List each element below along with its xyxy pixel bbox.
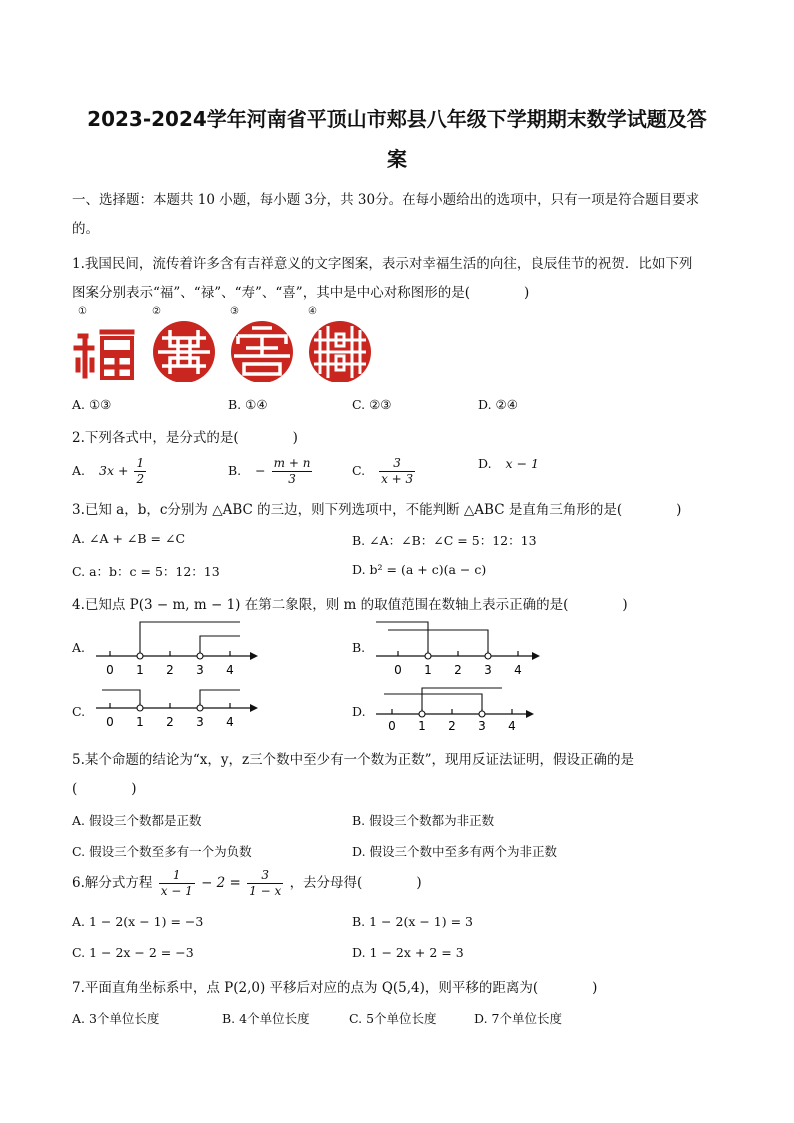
tick-label: 3 bbox=[484, 663, 492, 677]
q2-option-b-numerator: m + n bbox=[273, 456, 311, 470]
q2-option-d[interactable] bbox=[478, 456, 539, 471]
q2-option-a-label: A. bbox=[72, 463, 86, 478]
q5-option-c[interactable]: C. 假设三个数至多有一个为负数 bbox=[72, 844, 252, 859]
q4-number-line-d bbox=[374, 684, 544, 732]
tick-label: 4 bbox=[226, 663, 234, 677]
tick-label: 0 bbox=[388, 719, 396, 732]
q2-option-b-fraction bbox=[272, 456, 313, 487]
q1-figure-label-2: ② bbox=[152, 306, 161, 317]
q2-option-c-denominator: x + 3 bbox=[381, 472, 414, 486]
q4-option-b-label[interactable]: B. bbox=[352, 640, 366, 655]
q1-figure-label-1: ① bbox=[78, 306, 87, 317]
tick-label: 4 bbox=[514, 663, 522, 677]
q6-stem-tail: ，去分母得( ) bbox=[289, 875, 422, 891]
document-title-line1: 2023-2024学年河南省平顶山市郏县八年级下学期期末数学试题及答 bbox=[87, 107, 707, 131]
q1-stem: 1.我国民间，流传着许多含有吉祥意义的文字图案，表示对幸福生活的向往，良辰佳节的祝贺．比如下列 bbox=[72, 256, 693, 272]
q2-stem: 2.下列各式中，是分式的是( ) bbox=[72, 430, 298, 446]
q2-option-a[interactable] bbox=[72, 456, 148, 487]
tick-label: 1 bbox=[418, 719, 426, 732]
tick-label: 2 bbox=[454, 663, 462, 677]
tick-label: 4 bbox=[226, 715, 234, 729]
q1-option-c[interactable]: C. ②③ bbox=[352, 397, 392, 412]
q4-stem: 4.已知点 P(3 − m, m − 1) 在第二象限，则 m 的取值范围在数轴上表示正确的是( ) bbox=[72, 597, 628, 613]
q6-left-numerator: 1 bbox=[159, 868, 195, 884]
tick-label: 1 bbox=[136, 715, 144, 729]
q6-option-b[interactable]: B. 1 − 2(x − 1) = 3 bbox=[352, 914, 474, 929]
xi-character-emblem bbox=[309, 321, 371, 382]
q3-option-a[interactable]: A. ∠A + ∠B = ∠C bbox=[72, 531, 186, 546]
tick-label: 3 bbox=[478, 719, 486, 732]
q6-left-denominator: x − 1 bbox=[160, 884, 193, 898]
q5-option-b[interactable]: B. 假设三个数都为非正数 bbox=[352, 813, 495, 828]
q1-option-a[interactable]: A. ①③ bbox=[72, 397, 112, 412]
document-title-line2: 案 bbox=[387, 147, 407, 171]
q1-figure-label-4: ④ bbox=[308, 306, 317, 317]
q2-option-a-denominator: 2 bbox=[136, 472, 145, 486]
q3-option-d[interactable]: D. b² = (a + c)(a − c) bbox=[352, 562, 487, 577]
q6-option-a[interactable]: A. 1 − 2(x − 1) = −3 bbox=[72, 914, 204, 929]
q5-stem-cont: ( ) bbox=[72, 781, 137, 797]
q7-option-c[interactable]: C. 5个单位长度 bbox=[349, 1011, 437, 1026]
fu-character-emblem bbox=[74, 330, 134, 378]
q1-emblems-figure bbox=[72, 316, 372, 382]
q5-option-a[interactable]: A. 假设三个数都是正数 bbox=[72, 813, 202, 828]
q7-option-b[interactable]: B. 4个单位长度 bbox=[222, 1011, 310, 1026]
section-heading: 一、选择题：本题共 10 小题，每小题 3分，共 30分。在每小题给出的选项中，只有一项是符合题目要求 bbox=[72, 192, 700, 208]
q7-option-a[interactable]: A. 3个单位长度 bbox=[72, 1011, 160, 1026]
q2-option-b-denominator: 3 bbox=[288, 472, 296, 486]
q4-option-c-label[interactable]: C. bbox=[72, 704, 86, 719]
q2-option-d-expr: x − 1 bbox=[505, 456, 539, 471]
q6-option-c[interactable]: C. 1 − 2x − 2 = −3 bbox=[72, 945, 194, 960]
q2-option-b-label: B. bbox=[228, 463, 242, 478]
q4-option-a-label[interactable]: A. bbox=[72, 640, 86, 655]
q4-number-line-a bbox=[94, 616, 260, 680]
q2-option-a-expr: 3x + bbox=[99, 463, 129, 478]
q6-option-d[interactable]: D. 1 − 2x + 2 = 3 bbox=[352, 945, 464, 960]
q4-number-line-b bbox=[374, 616, 544, 680]
q6-right-numerator: 3 bbox=[247, 868, 283, 884]
lu-character-emblem bbox=[153, 321, 215, 382]
tick-label: 2 bbox=[166, 715, 174, 729]
q1-option-d[interactable]: D. ②④ bbox=[478, 397, 518, 412]
q3-stem: 3.已知 a，b，c分别为 △ABC 的三边，则下列选项中，不能判断 △ABC 是直角三角形的是( ) bbox=[72, 502, 682, 518]
q2-option-c[interactable] bbox=[352, 456, 417, 487]
q1-stem-cont: 图案分别表示“福”、“禄”、“寿”、“喜”，其中是中心对称图形的是( ) bbox=[72, 285, 530, 301]
q6-stem bbox=[72, 868, 422, 899]
q7-option-d[interactable]: D. 7个单位长度 bbox=[474, 1011, 562, 1026]
q2-option-b-sign: − bbox=[255, 463, 266, 478]
q1-option-b[interactable]: B. ①④ bbox=[228, 397, 268, 412]
tick-label: 1 bbox=[424, 663, 432, 677]
tick-label: 3 bbox=[196, 663, 204, 677]
q2-option-d-label: D. bbox=[478, 456, 492, 471]
tick-label: 2 bbox=[166, 663, 174, 677]
tick-label: 4 bbox=[508, 719, 516, 732]
tick-label: 2 bbox=[448, 719, 456, 732]
q7-stem: 7.平面直角坐标系中，点 P(2,0) 平移后对应的点为 Q(5,4)，则平移的距离为( ) bbox=[72, 980, 598, 996]
q5-option-d[interactable]: D. 假设三个数中至多有两个为非正数 bbox=[352, 844, 558, 859]
q1-figure-label-3: ③ bbox=[230, 306, 239, 317]
q2-option-c-fraction bbox=[379, 456, 415, 487]
q2-option-c-label: C. bbox=[352, 463, 366, 478]
q2-option-b[interactable] bbox=[228, 456, 314, 487]
q4-number-line-c bbox=[94, 686, 260, 732]
q5-stem: 5.某个命题的结论为“x，y，z三个数中至少有一个数为正数”，现用反证法证明，假设正确的是 bbox=[72, 752, 635, 768]
q6-equation-middle: − 2 = bbox=[201, 875, 241, 891]
tick-label: 0 bbox=[394, 663, 402, 677]
q6-fraction-right bbox=[247, 868, 283, 899]
q2-option-c-numerator: 3 bbox=[379, 456, 415, 472]
q2-option-a-numerator: 1 bbox=[136, 456, 145, 470]
tick-label: 0 bbox=[106, 715, 114, 729]
q6-fraction-left bbox=[159, 868, 195, 899]
tick-label: 3 bbox=[196, 715, 204, 729]
tick-label: 1 bbox=[136, 663, 144, 677]
q3-option-b[interactable]: B. ∠A：∠B：∠C = 5：12：13 bbox=[352, 533, 537, 548]
shou-character-emblem bbox=[231, 321, 293, 382]
section-heading-cont: 的。 bbox=[72, 221, 99, 237]
q4-option-d-label[interactable]: D. bbox=[352, 704, 366, 719]
q6-stem-lead: 6.解分式方程 bbox=[72, 875, 153, 891]
tick-label: 0 bbox=[106, 663, 114, 677]
q2-option-a-fraction bbox=[134, 456, 146, 487]
q6-right-denominator: 1 − x bbox=[249, 884, 282, 898]
q3-option-c[interactable]: C. a：b：c = 5：12：13 bbox=[72, 564, 220, 579]
